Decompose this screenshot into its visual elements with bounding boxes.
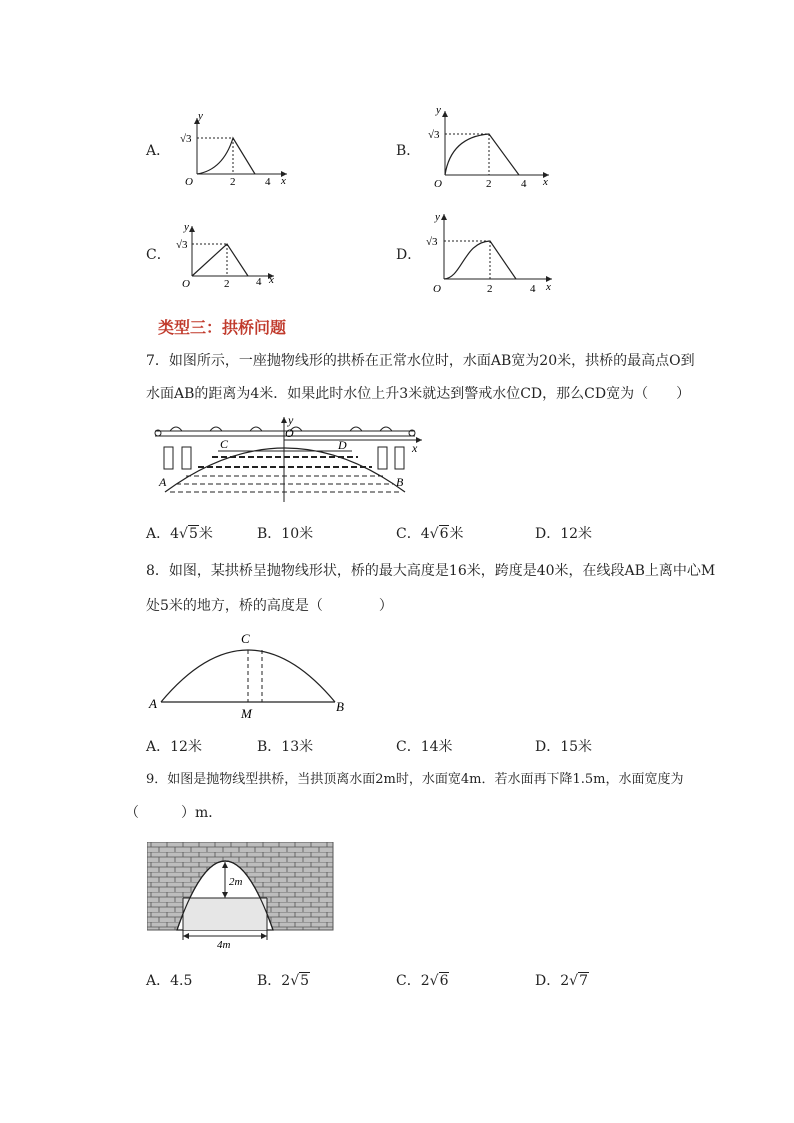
- option-letter: B．: [257, 739, 282, 755]
- coef: 2: [420, 973, 430, 989]
- q7-line2: 水面AB的距离为4米．如果此时水位上升3米就达到警戒水位CD，那么CD宽为（ ）: [146, 386, 691, 402]
- q9-line2: （ ）m．: [125, 805, 223, 821]
- unit: 米: [449, 526, 464, 542]
- y-label: y: [198, 110, 203, 122]
- radicand: 5: [300, 973, 310, 989]
- option-letter: A．: [146, 526, 171, 542]
- graph-d: [424, 208, 559, 296]
- label-c: C: [220, 437, 229, 451]
- origin-label: O: [182, 278, 190, 290]
- unit: 米: [198, 526, 213, 542]
- label-c: C: [241, 631, 250, 646]
- y-arrow-icon: [281, 417, 287, 423]
- y-arrow-icon: [442, 111, 448, 117]
- y-label: y: [436, 104, 441, 116]
- q9-option-d[interactable]: D．2√7: [535, 973, 588, 989]
- option-text: 10米: [281, 526, 314, 542]
- label-a: A: [149, 696, 157, 711]
- origin-label: O: [433, 283, 441, 295]
- coef: 4: [170, 526, 180, 542]
- q9-option-a[interactable]: [146, 971, 192, 991]
- x-label: x: [269, 274, 274, 286]
- x2-label: 2: [486, 178, 492, 190]
- y-arrow-icon: [441, 214, 447, 220]
- ytick-label: √3: [426, 236, 438, 248]
- q7-line1: 7．如图所示，一座抛物线形的拱桥在正常水位时，水面AB宽为20米，拱桥的最高点O到: [146, 353, 695, 369]
- option-text: 12米: [170, 739, 202, 755]
- radicand: 6: [439, 973, 449, 989]
- label-m: M: [241, 706, 252, 721]
- q8-option-d[interactable]: [535, 737, 592, 757]
- radicand: 7: [579, 973, 588, 989]
- option-a-letter: A．: [146, 143, 171, 159]
- graph-curve: [444, 241, 516, 279]
- label-b: B: [396, 475, 404, 489]
- label-o: O: [285, 426, 294, 440]
- y-label: y: [435, 211, 440, 223]
- option-text: 12米: [560, 526, 593, 542]
- origin-label: O: [434, 178, 442, 190]
- pier-1: [164, 447, 173, 469]
- graph-curve: [445, 134, 519, 175]
- label-y: y: [288, 414, 294, 427]
- option-letter: C．: [396, 739, 421, 755]
- q7-option-a[interactable]: A．4√5米: [146, 526, 213, 542]
- ytick-label: √3: [176, 239, 188, 251]
- right-arrow-icon: [261, 933, 267, 939]
- q9-option-c[interactable]: C．2√6: [396, 973, 449, 989]
- coef: 2: [560, 973, 570, 989]
- graph-curve: [197, 138, 255, 174]
- q8-line2: 处5米的地方，桥的高度是（ ）: [146, 598, 393, 614]
- railing-loops: [170, 427, 392, 431]
- option-text: 15米: [560, 739, 593, 755]
- origin-label: O: [185, 176, 193, 188]
- left-arrow-icon: [183, 933, 189, 939]
- label-d: D: [338, 438, 347, 452]
- graph-b: [425, 103, 555, 193]
- q8-option-a[interactable]: [146, 737, 202, 757]
- graph-curve: [192, 244, 248, 276]
- option-letter: D．: [535, 526, 561, 542]
- radicand: 6: [439, 526, 449, 542]
- option-letter: B．: [257, 973, 282, 989]
- q9-option-b[interactable]: B．2√5: [257, 973, 310, 989]
- x2-label: 2: [487, 283, 493, 295]
- option-letter: D．: [535, 973, 561, 989]
- q8-option-b[interactable]: [257, 737, 313, 757]
- x4-label: 4: [530, 283, 536, 295]
- option-letter: C．: [396, 526, 421, 542]
- option-letter: D．: [535, 739, 561, 755]
- x2-label: 2: [230, 176, 236, 188]
- option-c-letter: C．: [146, 247, 171, 263]
- pier-3: [378, 447, 387, 469]
- ytick-label: √3: [180, 133, 192, 145]
- x4-label: 4: [521, 178, 527, 190]
- option-text: 14米: [420, 739, 453, 755]
- option-letter: C．: [396, 973, 421, 989]
- arch-parabola: [165, 448, 405, 492]
- option-b-letter: B．: [396, 143, 421, 159]
- water-dashes: [170, 457, 400, 492]
- option-letter: B．: [257, 526, 282, 542]
- height-label: 2m: [229, 876, 243, 888]
- q7-bridge-figure: [150, 414, 435, 506]
- y-arrow-icon: [189, 226, 195, 232]
- x-label: x: [546, 281, 551, 293]
- x4-label: 4: [256, 276, 262, 288]
- graph-c: [172, 220, 282, 290]
- option-text: 13米: [281, 739, 314, 755]
- water: [183, 898, 267, 930]
- pier-4: [395, 447, 404, 469]
- x-label: x: [281, 175, 286, 187]
- label-a: A: [159, 475, 167, 489]
- x2-label: 2: [224, 278, 230, 290]
- radicand: 5: [188, 526, 198, 542]
- option-letter: A．: [146, 973, 171, 989]
- label-b: B: [336, 699, 344, 714]
- option-d-letter: D．: [396, 247, 422, 263]
- q8-line1: 8．如图，某拱桥呈抛物线形状，桥的最大高度是16米，跨度是40米，在线段AB上离中心M: [146, 563, 716, 579]
- graph-a: [175, 110, 295, 190]
- ytick-label: √3: [428, 129, 440, 141]
- q9-brick-arch-figure: [147, 842, 337, 950]
- coef: 4: [420, 526, 430, 542]
- q8-option-c[interactable]: [396, 737, 453, 757]
- section-title: 类型三：拱桥问题: [158, 318, 287, 337]
- coef: 2: [281, 973, 291, 989]
- label-x: x: [412, 441, 418, 455]
- y-label: y: [184, 221, 189, 233]
- option-text: 4.5: [170, 973, 193, 989]
- q7-option-c[interactable]: C．4√6米: [396, 526, 464, 542]
- q9-line1: 9．如图是抛物线型拱桥，当拱顶离水面2m时，水面宽4m．若水面再下降1.5m，水面宽度为: [146, 772, 684, 787]
- option-letter: A．: [146, 739, 171, 755]
- x4-label: 4: [265, 176, 271, 188]
- q7-option-b[interactable]: [257, 524, 313, 544]
- q7-option-d[interactable]: [535, 524, 592, 544]
- q8-arch-figure: [145, 628, 355, 723]
- x-label: x: [543, 176, 548, 188]
- pier-2: [182, 447, 191, 469]
- width-label: 4m: [217, 939, 231, 950]
